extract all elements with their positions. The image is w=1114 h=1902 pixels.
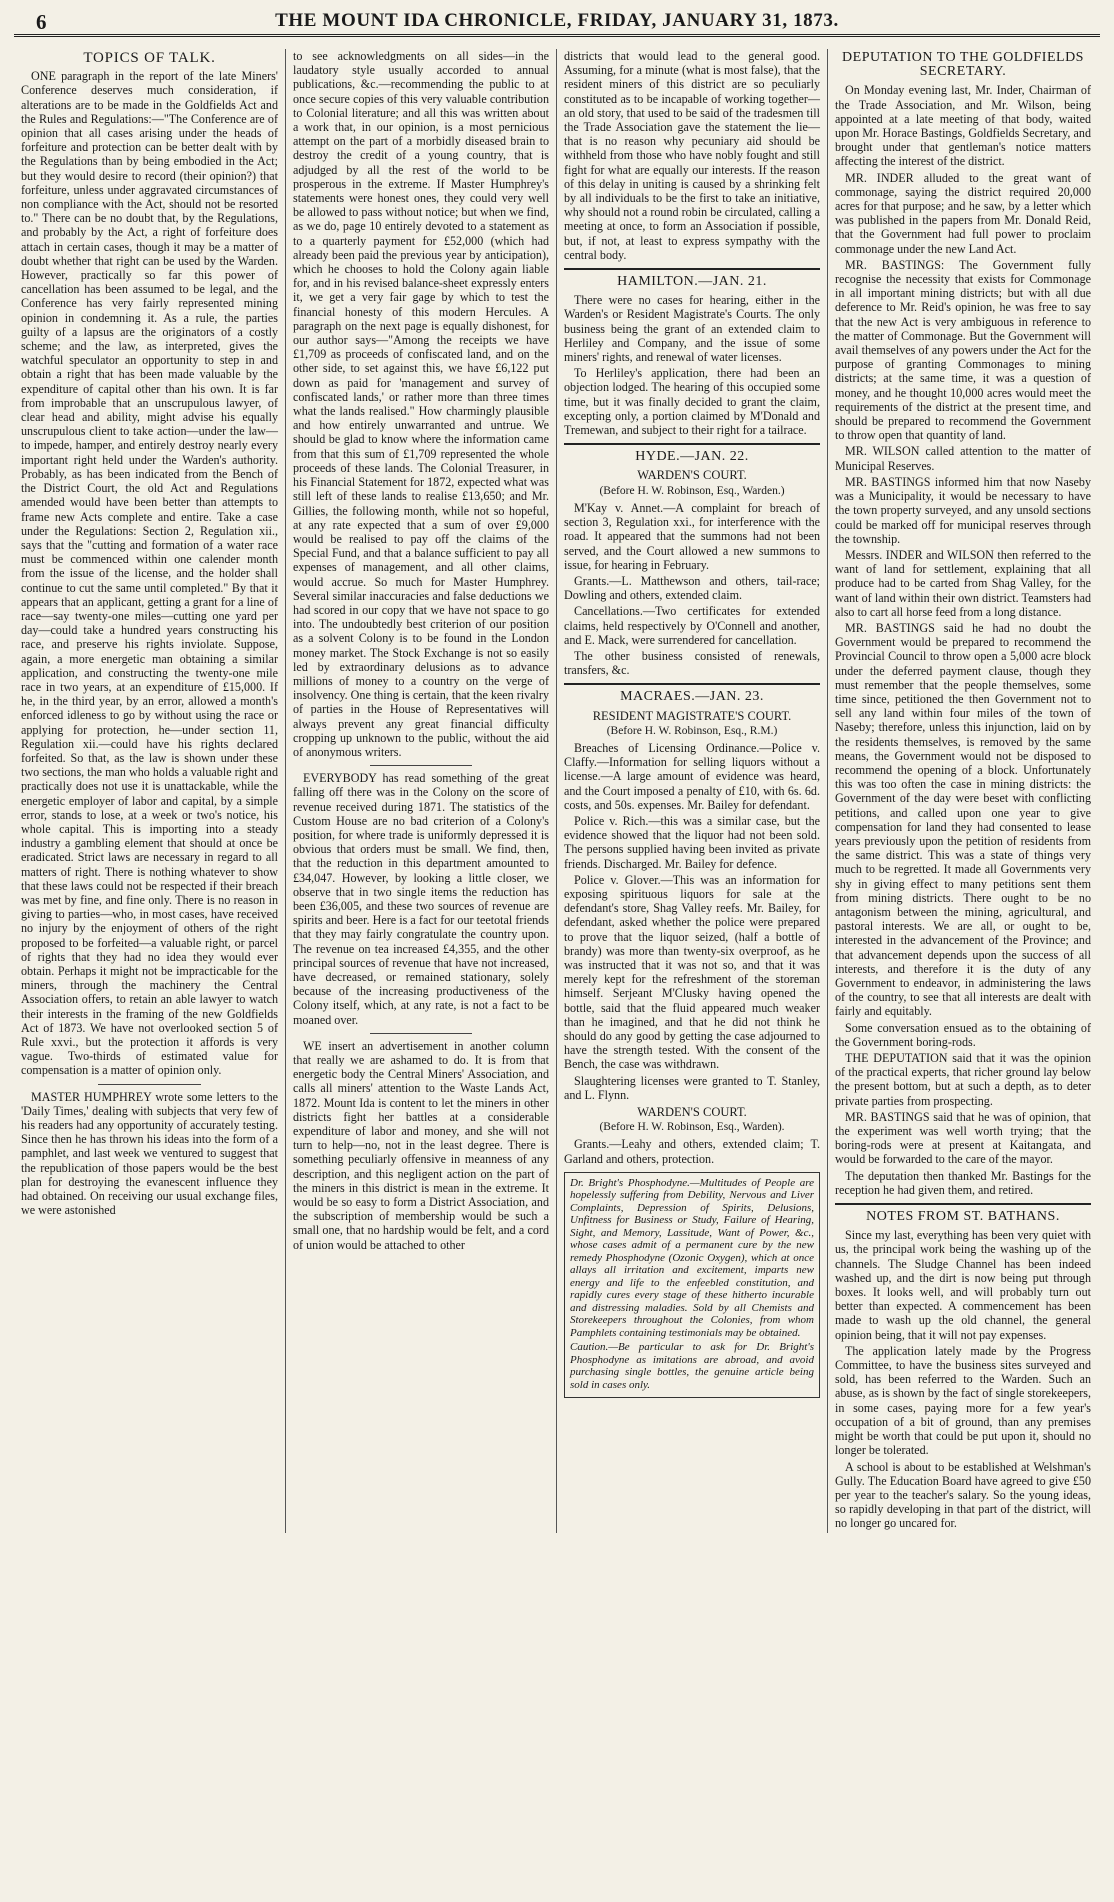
article-paragraph: MR. INDER alluded to the great want of commonage, saying the district required 20,000 acres for that purpose; and he saw, by a letter which was published in the papers from Mr. Donald Reid, that the Government had full power to proclaim commonage under the new Land Act. [835, 170, 1091, 256]
article-paragraph: Messrs. INDER and WILSON then referred to the want of land for settlement, explaining that all produce had to be carted from Shag Valley, for the want of land within their own district. Teamsters had also to cart all horse feed from a long distance. [835, 547, 1091, 619]
masthead [14, 8, 1100, 37]
hamilton-heading: HAMILTON.—JAN. 21. [617, 274, 767, 290]
court-title: WARDEN'S COURT. [637, 468, 747, 483]
court-title: RESIDENT MAGISTRATE'S COURT. [592, 708, 792, 723]
hyde-heading: HYDE.—JAN. 22. [635, 449, 749, 465]
article-paragraph: There were no cases for hearing, either in the Warden's or Resident Magistrate's Courts. The only business being the grant of an extended claim to Herliley and Company, and the issue of some miners' rights, and renewal of water licenses. [564, 293, 820, 365]
article-paragraph: On Monday evening last, Mr. Inder, Chairman of the Trade Association, and Mr. Wilson, being appointed at a late meeting of that body, waited upon Mr. Horace Bastings, Goldfields Secretary, and brought under that gentleman's notice matters affecting the interest of the district. [835, 83, 1091, 169]
article-paragraph: A school is about to be established at Welshman's Gully. The Education Board have agreed to give £50 per year to the teacher's salary. So the young ideas, so rapidly developing in that part of the district, will no longer go uncared for. [835, 1459, 1091, 1531]
article-paragraph: To Herliley's application, there had been an objection lodged. The hearing of this occupied some time, but it was finally decided to grant the claim, excepting only, a portion claimed by M'Donald and Tremewan, and subject to their right for a tailrace. [564, 366, 820, 438]
columns [14, 49, 1100, 1533]
divider [564, 683, 820, 685]
article-paragraph: MR. BASTINGS said he had no doubt the Government would be prepared to recommend the Provincial Council to throw open a 5,000 acre block under the deferred payment clause, though they must remember that the people themselves, some time since, petitioned the then Government not to sell any land within four miles of the town of Naseby; therefore, unless this injunction, laid on by the residents themselves, is removed by the same means, the Government would not be disposed to recommend the opening of a block. Unfortunately this was too often the case in mining districts: the Government of the day were beset with conflicting petitions, and called upon one year to give compensation for land they had consented to lease years previously upon the petition of residents from the same district. This was a state of things very much to be regretted. It made all Governments very shy in giving effect to many petitions sent them from mining districts. There ought to be no antagonism between the mining, agricultural, and pastoral interests. We are all, or ought to be, interested in the advancement of the Province; and that advancement depends upon the success of all interests, and therefore it is the duty of any Government to endeavor, in administering the laws of the country, to see that all interests are dealt with fairly and equitably. [835, 620, 1091, 1019]
article-paragraph: Grants.—L. Matthewson and others, tail-race; Dowling and others, extended claim. [564, 573, 820, 603]
topics-heading: TOPICS OF TALK. [83, 50, 216, 66]
advertisement-text: Caution.—Be particular to ask for Dr. Bright's Phosphodyne as imitations are abroad, and avoid purchasing single bottles, the genuine article being sold in cases only. [570, 1341, 814, 1391]
divider [370, 765, 472, 766]
article-paragraph: WE insert an advertisement in another column that really we are ashamed to do. It is from that energetic body the Central Miners' Association, and calls all miners' attention to the Waste Lands Act, 1872. Mount Ida is content to let the miners in other districts fight her battles at a considerable expenditure of labor and money, and she will not turn to help—no, not in the least degree. There is something peculiarly offensive in meanness of any description, and this negligent action on the part of the miners in this district is mean in the extreme. It would be so easy to form a District Association, and the subscription of membership would be such a small one, that no hardship would be felt, and a cord of union would be attached to other [293, 1038, 549, 1252]
article-paragraph: MASTER HUMPHREY wrote some letters to the 'Daily Times,' dealing with subjects that very few of his readers had any opportunity of accurately testing. Since then he has thrown his ideas into the form of a pamphlet, and last week we ventured to suggest that the republication of those papers would be the best plan for destroying the evanescent influence they had obtained. On receiving our usual exchange files, we were astonished [21, 1089, 278, 1218]
divider [564, 268, 820, 270]
article-paragraph: The application lately made by the Progress Committee, to have the business sites surveyed and sold, has been referred to the Warden. Such an abuse, as is shown by the fact of single storekeepers, in some cases, paying more for a few year's occupation of a bit of ground, than any premises might be worth that could be put upon it, should no longer be tolerated. [835, 1343, 1091, 1458]
column-1 [14, 49, 285, 1533]
article-paragraph: The deputation then thanked Mr. Bastings for the reception he had given them, and retired. [835, 1168, 1091, 1197]
article-paragraph: Breaches of Licensing Ordinance.—Police v. Claffy.—Information for selling liquors without a license.—A large amount of evidence was heard, and the Court imposed a penalty of £10, with 6s. 6d. costs, and 50s. expenses. Mr. Bailey for defendant. [564, 740, 820, 812]
column-4 [827, 49, 1098, 1533]
article-paragraph: EVERYBODY has read something of the great falling off there was in the Colony on the score of revenue received during 1871. The statistics of the Custom House are no bad criterion of a Colony's position, for where trade is uniformly depressed it is obvious that orders must be small. We find, then, that the reduction in this department amounted to £34,047. However, by looking a little closer, we observe that in two single items the reduction has been £36,005, and these two sources of revenue are spirits and beer. Here is a fact for our teetotal friends that they may fairly congratulate the country upon. The revenue on tea increased £4,355, and the other principal sources of revenue that have not increased, have decreased, or remained stationary, solely because of the increasing productiveness of the Colony itself, which, at any rate, is not a fact to be moaned over. [293, 771, 549, 1027]
article-paragraph: Since my last, everything has been very quiet with us, the principal work being the washing up of the channels. The Sludge Channel has been indeed washed up, and the dirt is now being put through boxes. It looks well, and will probably turn out better than expected. A commencement has been made to wash up the old channel, the general opinion being, that it will not pay expenses. [835, 1228, 1091, 1342]
article-paragraph: Grants.—Leahy and others, extended claim; T. Garland and others, protection. [564, 1137, 820, 1166]
article-paragraph: MR. BASTINGS: The Government fully recognise the necessity that exists for Commonage in all important mining districts; but with all due deference to Mr. Reid's opinion, he was free to say that the new Act is very ambiguous in reference to the matter of Commonage. But the Government will avail themselves of any powers under the Act for the purpose of granting Commonages to mining districts; at the same time, it was a question of money, and he thought 10,000 acres would meet the requirements of the district at the present time, and should be prepared to recommend the Government to throw open that quantity of land. [835, 257, 1091, 443]
divider [835, 1203, 1091, 1205]
court-note: (Before H. W. Robinson, Esq., Warden). [599, 1121, 785, 1134]
article-paragraph: MR. WILSON called attention to the matter of Municipal Reserves. [835, 444, 1091, 473]
article-paragraph: The other business consisted of renewals, transfers, &c. [564, 648, 820, 678]
article-paragraph: to see acknowledgments on all sides—in the laudatory style usually accorded to annual publications, &c.—recommending the public to at once secure copies of this very valuable contribution to Colonial literature; and all this was written about a work that, in our opinion, is a most pernicious attempt on the part of a morbidly diseased brain to destroy the credit of a young country, that is adjudged by all the rest of the world to be prosperous in the extreme. If Master Humphrey's statements were honest ones, they could very well be allowed to pass without notice; but when we find, as we do, page 10 entirely devoted to a statement as to a quarterly payment for £52,000 (which had already been paid the previous year by anticipation), which he chooses to hold the Colony again liable for, and in his revised balance-sheet expressly enters it, we get a very fair gage by which to test the financial honesty of this modern Hercules. A paragraph on the next page is equally dishonest, for our author says—"Among the receipts we have £1,709 as proceeds of confiscated land, and on the other side, to set against this, we have £6,122 put down as paid for 'management and survey of confiscated lands,' or rather more than three times what the lands realised." How charmingly plausible and how entirely unwarranted and untrue. We should be glad to know where the information came from that this sum of £1,709 represented the whole proceeds of these lands. The Colonial Treasurer, in his Financial Statement for 1872, expected what was still left of these lands to realise £13,650; and Mr. Gillies, the following month, while not so hopeful, at any rate expected that a sum of over £9,000 would be realised to pay off the claims of the Special Fund, and that a balance sufficient to pay all expenses of management, and all other claims, would accrue. So much for Master Humphrey. Several similar inaccuracies and false deductions we had scored in our copy that we have not space to go into. The undoubtedly best criterion of our position as a solvent Colony is to be found in the London money market. The Stock Exchange is not so easily led by extraordinary delusions as to advance millions of money to a country on the verge of insolvency. One thing is certain, that the keen rivalry of parties in the House of Representatives will always prevent any great financial difficulty cropping up unknown to the public, without the aid of anonymous writers. [293, 49, 549, 759]
column-2 [285, 49, 556, 1533]
divider [98, 1084, 201, 1085]
article-paragraph: Police v. Rich.—this was a similar case, but the evidence showed that the liquor had not been sold. The persons supplied having been invited as private friends. Discharged. Mr. Bailey for defence. [564, 813, 820, 871]
court-note: (Before H. W. Robinson, Esq., R.M.) [606, 724, 778, 737]
notes-heading: NOTES FROM ST. BATHANS. [866, 1209, 1060, 1225]
article-paragraph: M'Kay v. Annet.—A complaint for breach of section 3, Regulation xxi., for interference with the road. It appeared that the summons had not been served, and the Court allowed a new summons to issue, for hearing in February. [564, 500, 820, 572]
article-paragraph: Police v. Glover.—This was an information for exposing spirituous liquors for sale at the defendant's store, Shag Valley reefs. Mr. Bailey, for defendant, asked whether the police were prepared to prove that the liquor seized, (half a bottle of brandy) was more than twenty-six overproof, as he was instructed that it was not so, and that it was merely kept for the refreshment of the storeman himself. Serjeant M'Clusky having opened the bottle, said that the fluid appeared much weaker than he imagined, and that he did not think he should do any good by getting the case adjourned to have the strength tested. With the consent of the Bench, the case was withdrawn. [564, 872, 820, 1072]
article-paragraph: Slaughtering licenses were granted to T. Stanley, and L. Flynn. [564, 1073, 820, 1102]
article-paragraph: Cancellations.—Two certificates for extended claims, held respectively by O'Connell and another, and E. Mack, were surrendered for cancellation. [564, 604, 820, 647]
article-paragraph: ONE paragraph in the report of the late Miners' Conference deserves much consideration, if alterations are to be made in the Goldfields Act and the Rules and Regulations:—"The Conference are of opinion that all cases arising under the heads of forfeiture and protection can be better dealt with by the Regulations than by being embodied in the Act; but they would desire to record (their opinion?) that forfeiture, unless under aggravated circumstances of non compliance with the Act, should not be resorted to." There can be no doubt that, by the Regulations, and probably by the Act, a right of forfeiture does attach in certain cases, though it may be a matter of doubt whether that right can be used by the Warden. However, practically so far this power of cancellation has been assumed to be legal, and the Conference has very fairly represented mining opinion in condemning it. As a rule, the parties guilty of a lapsus are the originators of a costly scheme; and the law, as interpreted, gives the watchful speculator an opportunity to step in and obtain a right that has been made valuable by the expenditure of capital other than his own. It is far from improbable that an unscrupulous lawyer, of clear head and ability, might advise his equally unscrupulous client to take action—under the law—to impede, hamper, and entirely destroy nearly every important right held under the Warden's authority. Probably, as has been indicated from the Bench of the District Court, the old Act and Regulations amended would have been better than attempts to frame new Acts complete and entire. Take a case under the Regulations: Section 2, Regulation xii., says that the "cutting and formation of a water race must be commenced within one calender month from the issue of the license, and the holder shall continue to cut the same until completed." By that it appears that an applicant, getting a grant for a line of race—say twenty-one miles—cutting one yard per day—could take a hundred years constructing his race, and preserve his rights inviolate. Suppose, again, a more energetic man obtaining a similar application, and constructing the twenty-one mile race in two years, at an expenditure of £15,000. If he, in the third year, by an error, allowed a month's enforced idleness to go by without using the race or applying for protection, he—under section 11, Regulation xii.—could have his rights declared forfeited. So that, as the law is shown under these two sections, the man who holds a valuable right and practically does not use it is unattackable, while the energetic employer of labor and capital, by a simple error, stands to lose, at a week or two's notice, his whole capital. This is importing into a steady industry a gambling element that should at once be eradicated. Strict laws are necessary in regard to all matters of right. There is nothing whatever to show that these laws could not be respected if their breach was met by fine, and fine only. There is no reason in giving to parties—who, in most cases, have received no injury by the enjoyment of others of the right proposed to be forfeited—a valuable right, or parcel of rights that they had no idea they would ever obtain. Perhaps it might not be impracticable for the miners, through the machinery the Central Association offers, to retain an able lawyer to watch their interests in the framing of the new Goldfields Act of 1873. We have not overlooked section 5 of Rule xxvi., but the protection it affords is very vague. Two-thirds of estimated value for compensation is a matter of opinion only. [21, 69, 278, 1078]
column-3 [556, 49, 827, 1533]
article-paragraph: Some conversation ensued as to the obtaining of the Government boring-rods. [835, 1020, 1091, 1049]
article-paragraph: MR. BASTINGS informed him that now Naseby was a Municipality, it would be necessary to have the town property surveyed, and any unsold sections could be marked off for municipal reserves through the township. [835, 474, 1091, 546]
advertisement-text: Dr. Bright's Phosphodyne.—Multitudes of People are hopelessly suffering from Debility, Nervous and Liver Complaints, Depression of Spirits, Delusions, Unfitness for Business or Study, Failure of Hearing, Sight, and Memory, Lassitude, Want of Power, &c., whose cases admit of a permanent cure by the new remedy Phosphodyne (Ozonic Oxygen), which at once allays all irritation and excitement, imparts new energy and life to the enfeebled constitution, and rapidly cures every stage of these hitherto incurable and distressing maladies. Sold by all Chemists and Storekeepers throughout the Colonies, from whom Pamphlets containing testimonials may be obtained. [570, 1176, 814, 1339]
advertisement-box [564, 1172, 820, 1399]
article-paragraph: MR. BASTINGS said that he was of opinion, that the experiment was well worth trying; that the boring-rods were at present at Kaitangata, and would be forwarded to the care of the mayor. [835, 1109, 1091, 1167]
deputation-heading: DEPUTATION TO THE GOLDFIELDS SECRETARY. [842, 50, 1084, 80]
macraes-heading: MACRAES.—JAN. 23. [620, 689, 764, 705]
divider [564, 443, 820, 445]
court-note: (Before H. W. Robinson, Esq., Warden.) [599, 484, 785, 497]
divider [370, 1033, 472, 1034]
court-title: WARDEN'S COURT. [637, 1105, 747, 1120]
article-paragraph: districts that would lead to the general good. Assuming, for a minute (what is most false), that the resident miners of this district are so peculiarly constituted as to be incapable of working together—an old story, that used to be said of the tradesmen till the Trade Association gave the statement the lie—that is no reason why pecuniary aid should be withheld from those who have nobly fought and still fight for what are equally our interests. If the reason of this delay in uniting is caused by a shrinking felt by all individuals to be the first to take an initiative, why should not a round robin be circulated, calling a meeting at once, to form an Association if possible, but, if not, at least to express sympathy with the central body. [564, 49, 820, 262]
newspaper-title: THE MOUNT IDA CHRONICLE, FRIDAY, JANUARY 31, 1873. [275, 10, 839, 31]
article-paragraph: THE DEPUTATION said that it was the opinion of the practical experts, that richer ground lay below the present bottom, but at such a depth, as to deter private parties from prospecting. [835, 1051, 1091, 1108]
page-number: 6 [36, 10, 47, 34]
